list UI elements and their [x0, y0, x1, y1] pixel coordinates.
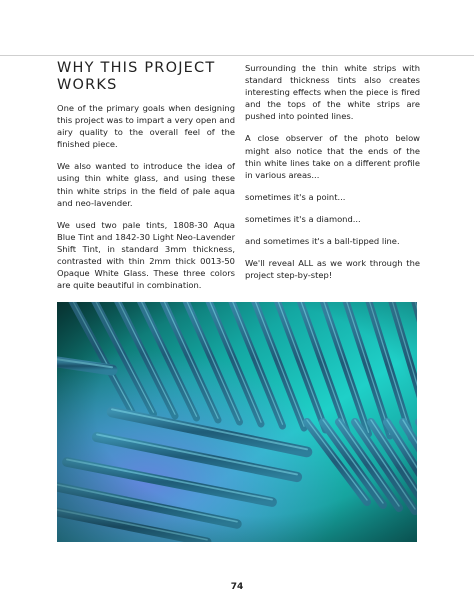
paragraph-surrounding: Surrounding the thin white strips with standard thickness tints also creates interesting effects when the piece is fired and the tops of the white strips are pushed into pointed lines. — [245, 63, 420, 122]
paragraph-diamond: sometimes it's a diamond... — [245, 213, 361, 224]
paragraph-goals: One of the primary goals when designing this project was to impart a very open and airy quality to the overall feel of the finished piece. — [57, 103, 235, 150]
section-heading — [57, 60, 235, 94]
page-number: 74 — [230, 582, 244, 592]
left-column — [57, 60, 235, 301]
paragraph-ball-tipped: and sometimes it's a ball-tipped line. — [245, 236, 400, 247]
heading-line-2: WORKS — [57, 77, 118, 93]
paragraph-observer: A close observer of the photo below might also notice that the ends of the thin white lines take on a different profile in various areas... — [245, 133, 420, 180]
right-column — [245, 62, 420, 291]
paragraph-white-glass: We also wanted to introduce the idea of using thin white glass, and using these thin white strips in the field of pale aqua and neo-lavender. — [57, 161, 235, 208]
paragraph-tints: We used two pale tints, 1808-30 Aqua Blue Tint and 1842-30 Light Neo-Lavender Shift Tint, in standard 3mm thickness, contrasted with thin 2mm thick 0013-50 Opaque White Glass. These three colors are quite beautiful in combination. — [57, 219, 235, 291]
glass-closeup-photo — [57, 302, 417, 542]
paragraph-reveal: We'll reveal ALL as we work through the project step-by-step! — [245, 258, 420, 281]
paragraph-point: sometimes it's a point... — [245, 191, 346, 202]
glass-closeup-illustration — [57, 302, 417, 542]
heading-line-1: WHY THIS PROJECT — [57, 60, 216, 76]
top-divider — [0, 55, 474, 56]
